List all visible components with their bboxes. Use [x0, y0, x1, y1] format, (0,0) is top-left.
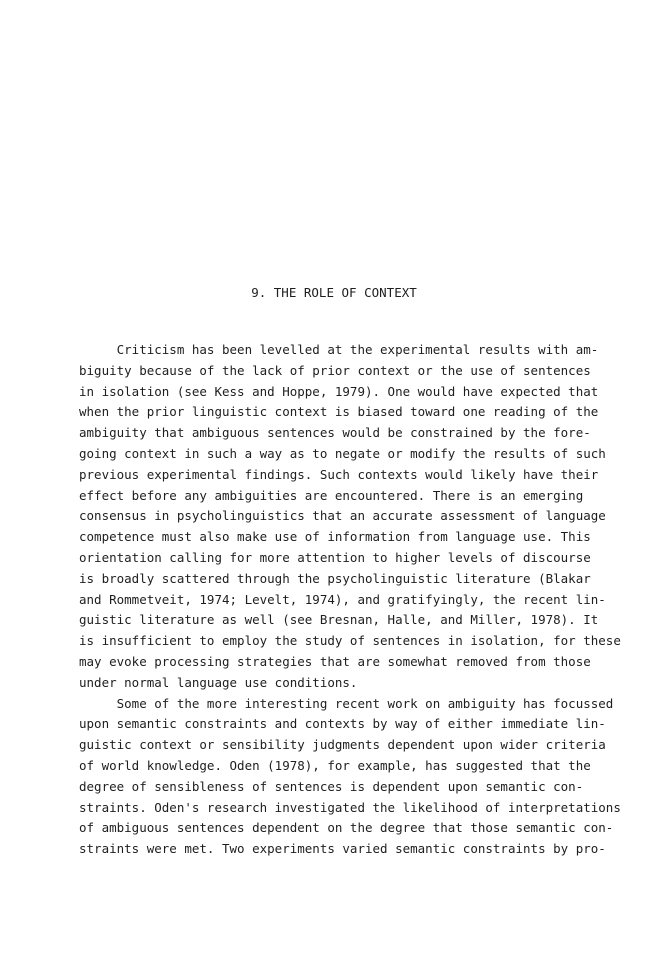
paragraph-2 [79, 694, 621, 860]
text-line: is broadly scattered through the psycholinguistic literature (Blakar [79, 570, 591, 586]
text-line: in isolation (see Kess and Hoppe, 1979). One would have expected that [79, 383, 599, 399]
text-line: straints were met. Two experiments varied semantic constraints by pro- [79, 841, 606, 857]
chapter-title: 9. THE ROLE OF CONTEXT [251, 285, 417, 300]
text-line: may evoke processing strategies that are somewhat removed from those [79, 653, 591, 669]
body-text [79, 340, 621, 860]
text-line: of world knowledge. Oden (1978), for example, has suggested that the [79, 757, 591, 773]
text-line: and Rommetveit, 1974; Levelt, 1974), and gratifyingly, the recent lin- [79, 591, 606, 607]
text-line: ambiguity that ambiguous sentences would be constrained by the fore- [79, 425, 591, 441]
text-line: biguity because of the lack of prior context or the use of sentences [79, 362, 591, 378]
text-line: degree of sensibleness of sentences is dependent upon semantic con- [79, 778, 584, 794]
text-line: competence must also make use of information from language use. This [79, 529, 591, 545]
text-line: Criticism has been levelled at the experimental results with am- [79, 342, 599, 357]
text-line: going context in such a way as to negate or modify the results of such [79, 445, 606, 461]
text-line: under normal language use conditions. [79, 674, 358, 690]
text-line: Some of the more interesting recent work on ambiguity has focussed [79, 695, 614, 711]
text-line: orientation calling for more attention to higher levels of discourse [79, 549, 591, 565]
text-line: straints. Oden's research investigated the likelihood of interpretations [79, 799, 621, 815]
text-line: effect before any ambiguities are encountered. There is an emerging [79, 487, 584, 503]
text-line: when the prior linguistic context is biased toward one reading of the [79, 404, 599, 420]
text-line: guistic literature as well (see Bresnan, Halle, and Miller, 1978). It [79, 612, 599, 628]
text-line: is insufficient to employ the study of sentences in isolation, for these [79, 633, 621, 649]
text-line: upon semantic constraints and contexts by way of either immediate lin- [79, 716, 606, 732]
text-line: guistic context or sensibility judgments dependent upon wider criteria [79, 737, 606, 753]
paragraph-1 [79, 340, 621, 694]
text-line: previous experimental findings. Such contexts would likely have their [79, 466, 599, 482]
text-line: consensus in psycholinguistics that an accurate assessment of language [79, 508, 606, 524]
text-line: of ambiguous sentences dependent on the degree that those semantic con- [79, 820, 614, 836]
